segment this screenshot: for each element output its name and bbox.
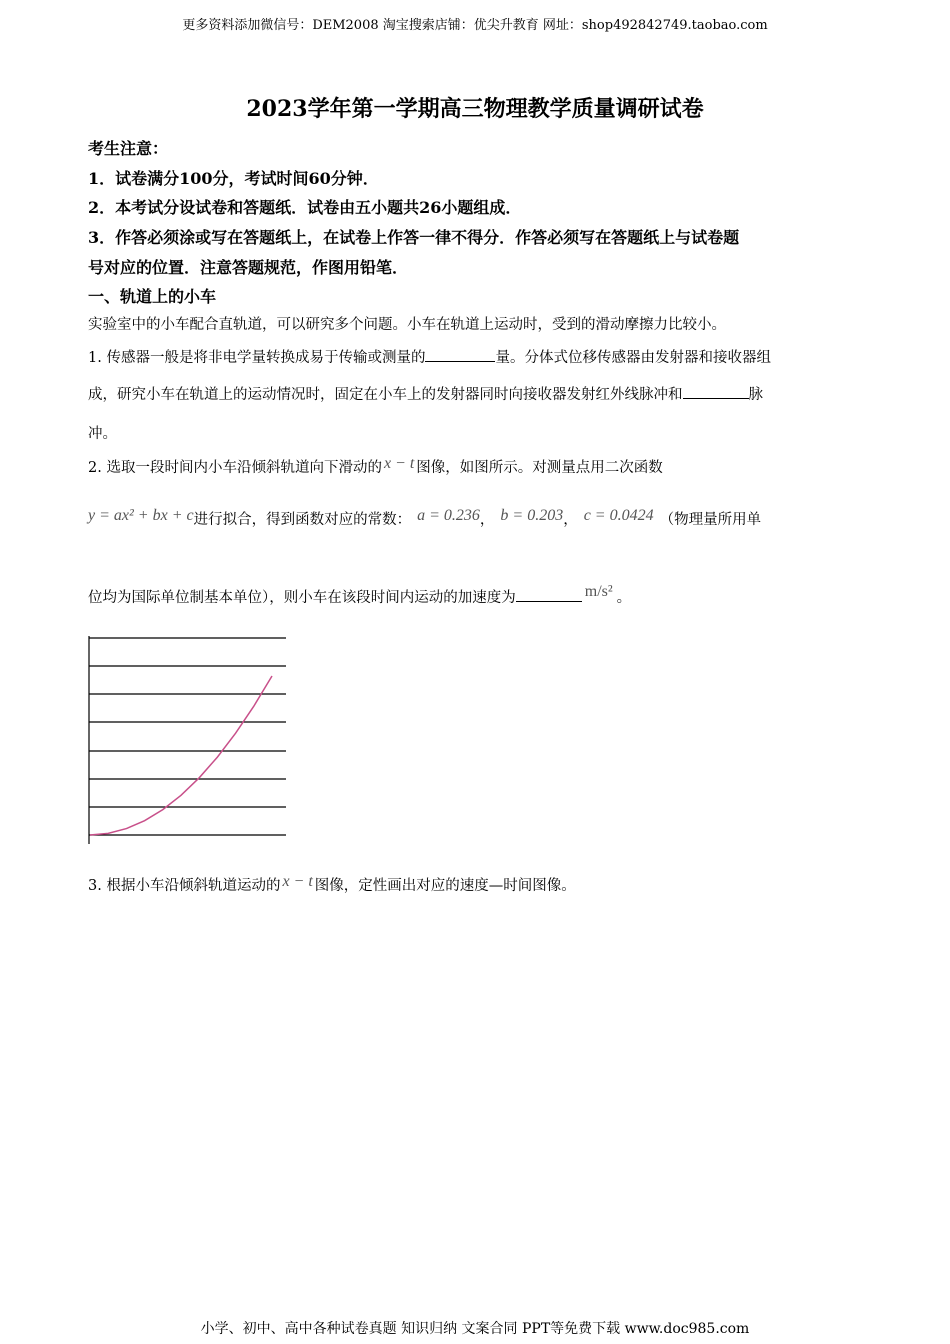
q1-text-c: 成，研究小车在轨道上的运动情况时，固定在小车上的发射器同时向接收器发射红外线脉冲和 [88,387,683,403]
q3-line [88,874,576,895]
page-title: 2023学年第一学期高三物理教学质量调研试卷 [246,96,704,122]
q1-blank-1[interactable] [425,347,495,362]
q1-line-1 [88,346,771,367]
q2-unit: m/s² [584,583,613,600]
q2-const-b: b = 0.203 [500,507,564,524]
notice-item-2: 2．本考试分设试卷和答题纸．试卷由五小题共26小题组成． [88,198,522,217]
q2-xt-symbol: x − t [383,455,415,472]
q3-text-b: 图像，定性画出对应的速度—时间图像。 [314,878,576,894]
q2-line-1 [88,456,663,477]
q1-text-d: 脉 [748,387,763,403]
q1-blank-2[interactable] [683,384,749,399]
q2-const-a: a = 0.236 [417,507,480,524]
q2-const-c: c = 0.0424 [583,507,654,524]
q2-line-2 [88,508,761,529]
q1-line-2 [88,383,763,404]
notice-item-3b: 号对应的位置．注意答题规范，作图用铅笔． [88,258,409,277]
header-note: 更多资料添加微信号：DEM2008 淘宝搜索店铺：优尖升教育 网址：shop492842749.taobao.com [182,18,768,33]
grid-lines [89,638,286,835]
q2-text-c: 位均为国际单位制基本单位），则小车在该段时间内运动的加速度为 [88,590,516,606]
q2-unit-note: （物理量所用单 [659,512,762,528]
q2-text-a: 2. 选取一段时间内小车沿倾斜轨道向下滑动的 [88,460,382,476]
q2-line-3 [88,583,632,607]
q2-sep-1: ， [479,512,495,528]
xt-chart [86,634,290,846]
q1-text-b: 量。分体式位移传感器由发射器和接收器组 [495,350,771,366]
q1-line-3: 冲。 [88,426,117,442]
q2-end: 。 [616,590,632,606]
q1-text-a: 1. 传感器一般是将非电学量转换成易于传输或测量的 [88,350,426,366]
q3-xt-symbol: x − t [282,873,313,890]
section-heading: 一、轨道上的小车 [88,287,217,306]
footer: 小学、初中、高中各种试卷真题 知识归纳 文案合同 PPT等免费下载 www.doc985.com [200,1321,750,1337]
notice-item-3a: 3．作答必须涂或写在答题纸上，在试卷上作答一律不得分．作答必须写在答题纸上与试卷题 [88,228,740,247]
q2-text-b: 图像，如图所示。对测量点用二次函数 [416,460,663,476]
q3-text-a: 3. 根据小车沿倾斜轨道运动的 [88,878,281,894]
q2-fit-text: 进行拟合，得到函数对应的常数： [193,512,412,528]
q2-sep-2: ， [563,512,578,528]
xt-curve [90,676,272,835]
section-intro: 实验室中的小车配合直轨道，可以研究多个问题。小车在轨道上运动时，受到的滑动摩擦力比较小。 [88,317,726,333]
notice-item-1: 1．试卷满分100分，考试时间60分钟． [88,169,379,188]
notice-heading: 考生注意： [88,139,169,158]
q2-formula: y = ax² + bx + c [88,507,194,524]
q2-blank[interactable] [516,587,582,602]
